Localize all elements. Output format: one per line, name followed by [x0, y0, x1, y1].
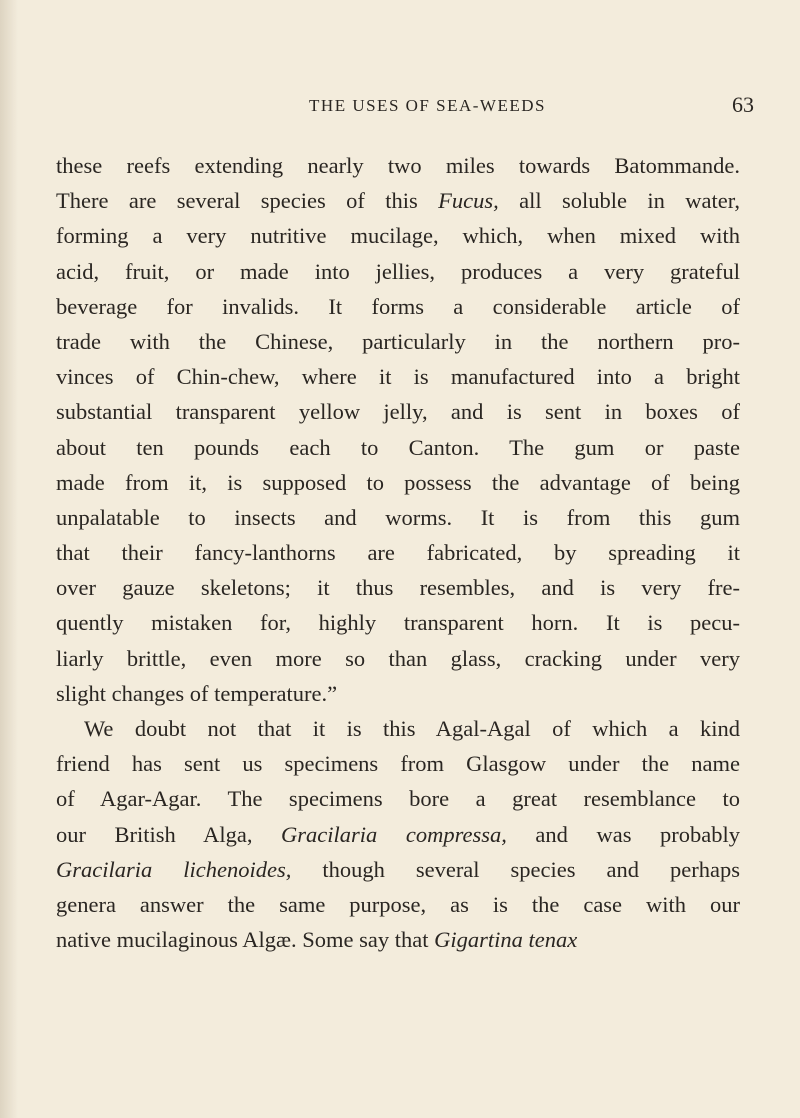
text-line: acid, fruit, or made into jellies, produces a very grateful — [56, 258, 740, 284]
text-line: forming a very nutritive mucilage, which, when mixed with — [56, 223, 740, 249]
text-line: genera answer the same purpose, as is the case with our — [56, 891, 740, 917]
text-line: about ten pounds each to Canton. The gum or paste — [56, 434, 740, 460]
text-line: unpalatable to insects and worms. It is from this gum — [56, 504, 740, 530]
italic-term: Fucus, — [438, 188, 499, 214]
text-line: these reefs extending nearly two miles towards Batommande. — [56, 153, 740, 178]
running-title: THE USES OF SEA-WEEDS — [309, 96, 546, 115]
text-line: substantial transparent yellow jelly, and is sent in boxes of — [56, 399, 740, 425]
page-gutter-shadow — [0, 0, 18, 1118]
text-line: vinces of Chin-chew, where it is manufactured into a bright — [56, 364, 740, 390]
text-line: Gracilaria lichenoides, though several species and perhaps — [56, 856, 740, 882]
text-line: native mucilaginous Algæ. Some say that Gigartina tenax — [56, 927, 578, 953]
italic-term: Gigartina tenax — [434, 927, 578, 953]
text-line: quently mistaken for, highly transparent horn. It is pecu- — [56, 610, 740, 636]
page-number: 63 — [732, 92, 754, 117]
text-line: of Agar-Agar. The specimens bore a great resemblance to — [56, 786, 740, 812]
text-line: liarly brittle, even more so than glass, cracking under very — [56, 645, 740, 671]
text-line: that their fancy-lanthorns are fabricated, by spreading it — [56, 540, 740, 566]
italic-term: Gracilaria lichenoides, — [56, 856, 292, 882]
paragraph — [56, 711, 740, 957]
text-line: over gauze skeletons; it thus resembles, and is very fre- — [56, 575, 740, 601]
text-line: There are several species of this Fucus, all soluble in water, — [56, 188, 740, 214]
text-line: beverage for invalids. It forms a considerable article of — [56, 293, 740, 319]
text-line: trade with the Chinese, particularly in the northern pro- — [56, 328, 740, 354]
text-line: made from it, is supposed to possess the advantage of being — [56, 469, 740, 495]
paragraph — [56, 148, 740, 711]
text-line: slight changes of temperature.” — [56, 680, 338, 706]
text-line: We doubt not that it is this Agal-Agal of which a kind — [84, 716, 740, 741]
text-line: friend has sent us specimens from Glasgow under the name — [56, 751, 740, 777]
text-line: our British Alga, Gracilaria compressa, and was probably — [56, 821, 740, 847]
italic-term: Gracilaria compressa, — [281, 821, 507, 847]
body-text — [56, 148, 740, 957]
